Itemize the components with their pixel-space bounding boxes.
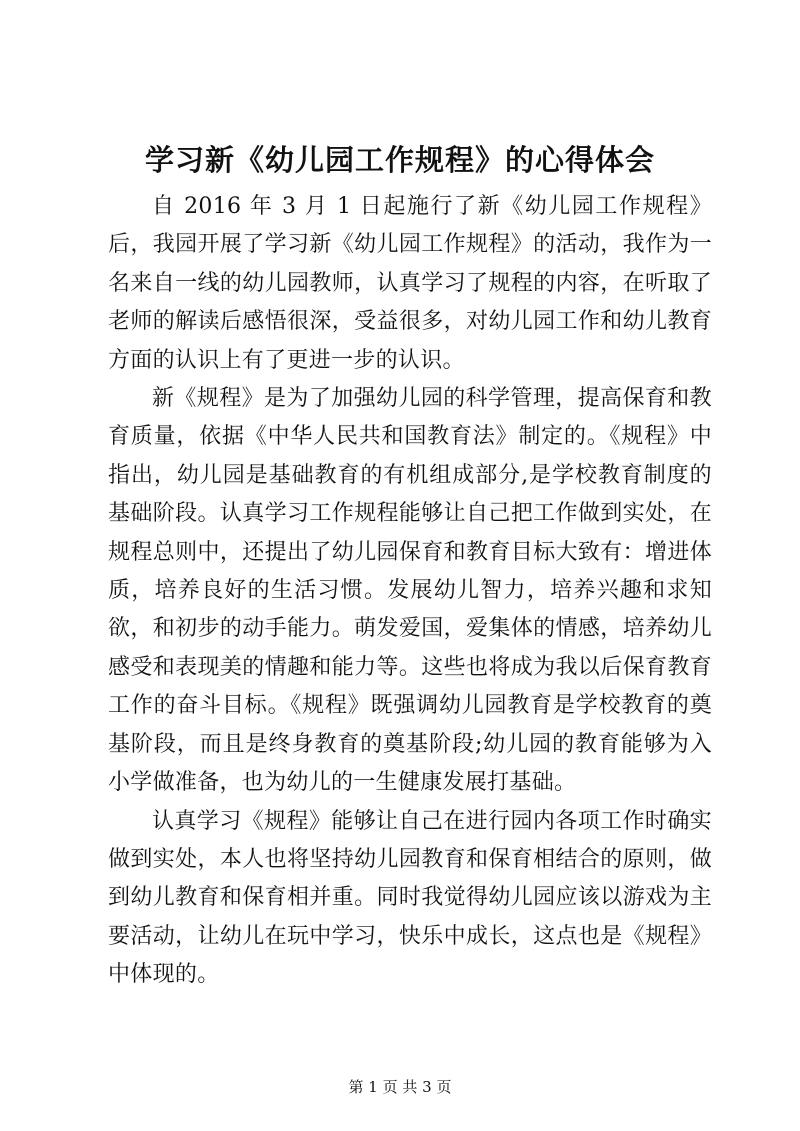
- document-title: 学习新《幼儿园工作规程》的心得体会: [144, 143, 655, 177]
- paragraph-1: 自 2016 年 3 月 1 日起施行了新《幼儿园工作规程》后，我园开展了学习新《幼儿园工作规程》的活动，我作为一名来自一线的幼儿园教师，认真学习了规程的内容，在听取了老师的解读后感悟很深，受益很多，对幼儿园工作和幼儿教育方面的认识上有了更进一步的认识。: [108, 194, 712, 373]
- document-body: [108, 188, 712, 995]
- paragraph-2: 新《规程》是为了加强幼儿园的科学管理，提高保育和教育质量，依据《中华人民共和国教育法》制定的。《规程》中指出，幼儿园是基础教育的有机组成部分,是学校教育制度的基础阶段。认真学习工作规程能够让自己把工作做到实处，在规程总则中，还提出了幼儿园保育和教育目标大致有：增进体质，培养良好的生活习惯。发展幼儿智力，培养兴趣和求知欲，和初步的动手能力。萌发爱国，爱集体的情感，培养幼儿感受和表现美的情趣和能力等。这些也将成为我以后保育教育工作的奋斗目标。《规程》既强调幼儿园教育是学校教育的奠基阶段，而且是终身教育的奠基阶段;幼儿园的教育能够为入小学做准备，也为幼儿的一生健康发展打基础。: [108, 386, 712, 796]
- page-number-footer: 第 1 页 共 3 页: [348, 1078, 452, 1096]
- paragraph-3: 认真学习《规程》能够让自己在进行园内各项工作时确实做到实处，本人也将坚持幼儿园教育和保育相结合的原则，做到幼儿教育和保育相并重。同时我觉得幼儿园应该以游戏为主要活动，让幼儿在玩中学习，快乐中成长，这点也是《规程》中体现的。: [108, 808, 712, 988]
